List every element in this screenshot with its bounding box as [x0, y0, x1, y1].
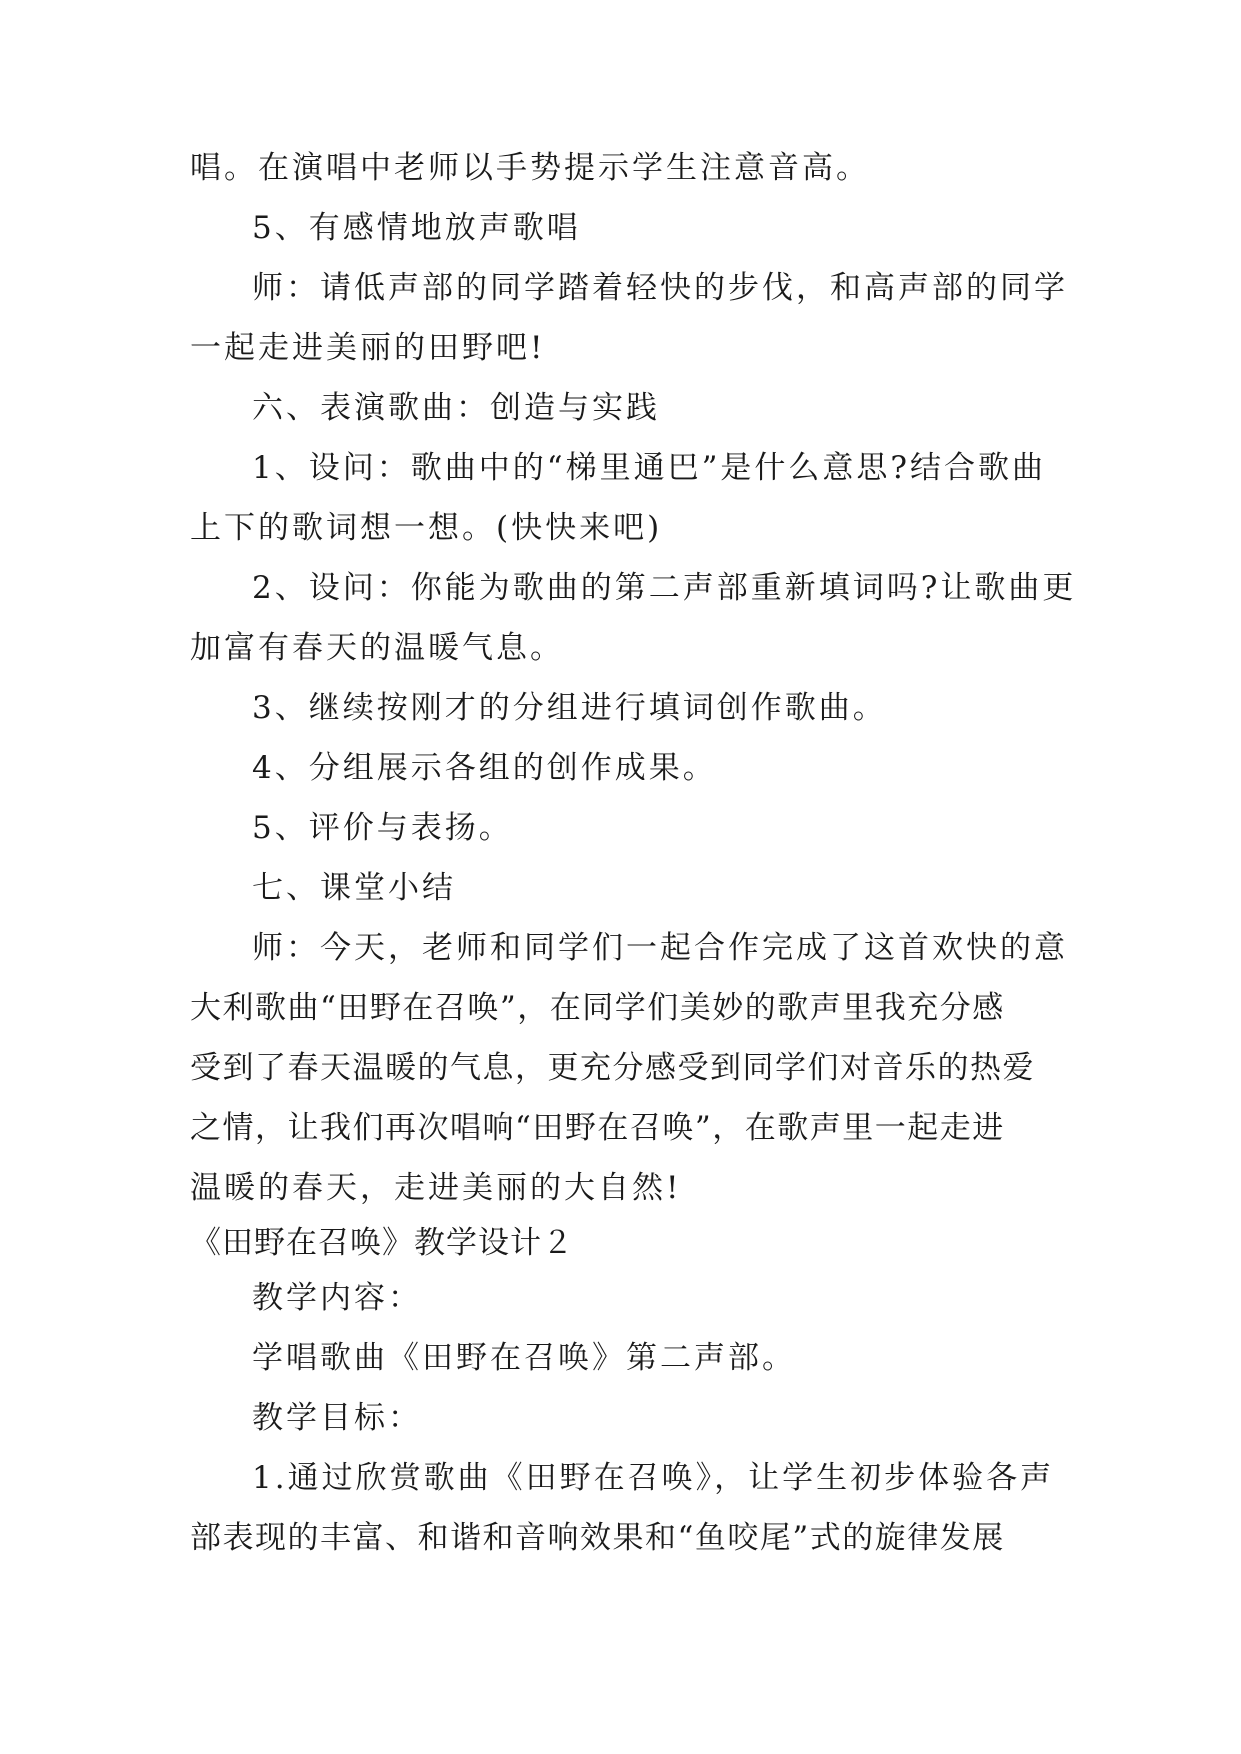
text-line: 受到了春天温暖的气息，更充分感受到同学们对音乐的热爱: [190, 1050, 1035, 1086]
text-line: 唱。在演唱中老师以手势提示学生注意音高。: [190, 150, 870, 186]
text-line: 1.通过欣赏歌曲《田野在召唤》，让学生初步体验各声: [252, 1460, 1055, 1496]
text-line: 温暖的春天，走进美丽的大自然!: [190, 1170, 682, 1206]
text-line: 师：今天，老师和同学们一起合作完成了这首欢快的意: [252, 930, 1068, 966]
text-line: 一起走进美丽的田野吧!: [190, 330, 546, 366]
section-heading: 教学目标：: [252, 1400, 422, 1436]
text-line: 部表现的丰富、和谐和音响效果和“鱼咬尾”式的旋律发展: [190, 1520, 1005, 1556]
text-line: 5、有感情地放声歌唱: [252, 210, 581, 246]
text-line: 加富有春天的温暖气息。: [190, 630, 564, 666]
section-heading: 教学内容：: [252, 1280, 422, 1316]
section-heading: 七、课堂小结: [252, 870, 456, 906]
section-heading: 六、表演歌曲：创造与实践: [252, 390, 660, 426]
text-line: 之情，让我们再次唱响“田野在召唤”，在歌声里一起走进: [190, 1110, 1005, 1146]
text-line: 上下的歌词想一想。(快快来吧): [190, 510, 663, 546]
text-line: 1、设问：歌曲中的“梯里通巴”是什么意思?结合歌曲: [252, 450, 1047, 486]
text-line: 2、设问：你能为歌曲的第二声部重新填词吗?让歌曲更: [252, 570, 1077, 606]
text-line: 4、分组展示各组的创作成果。: [252, 750, 717, 786]
text-line: 学唱歌曲《田野在召唤》第二声部。: [252, 1340, 796, 1376]
text-line: 大利歌曲“田野在召唤”，在同学们美妙的歌声里我充分感: [190, 990, 1005, 1026]
document-title: 《田野在召唤》教学设计２: [190, 1225, 574, 1261]
text-line: 师：请低声部的同学踏着轻快的步伐，和高声部的同学: [252, 270, 1068, 306]
text-line: 3、继续按刚才的分组进行填词创作歌曲。: [252, 690, 887, 726]
text-line: 5、评价与表扬。: [252, 810, 513, 846]
